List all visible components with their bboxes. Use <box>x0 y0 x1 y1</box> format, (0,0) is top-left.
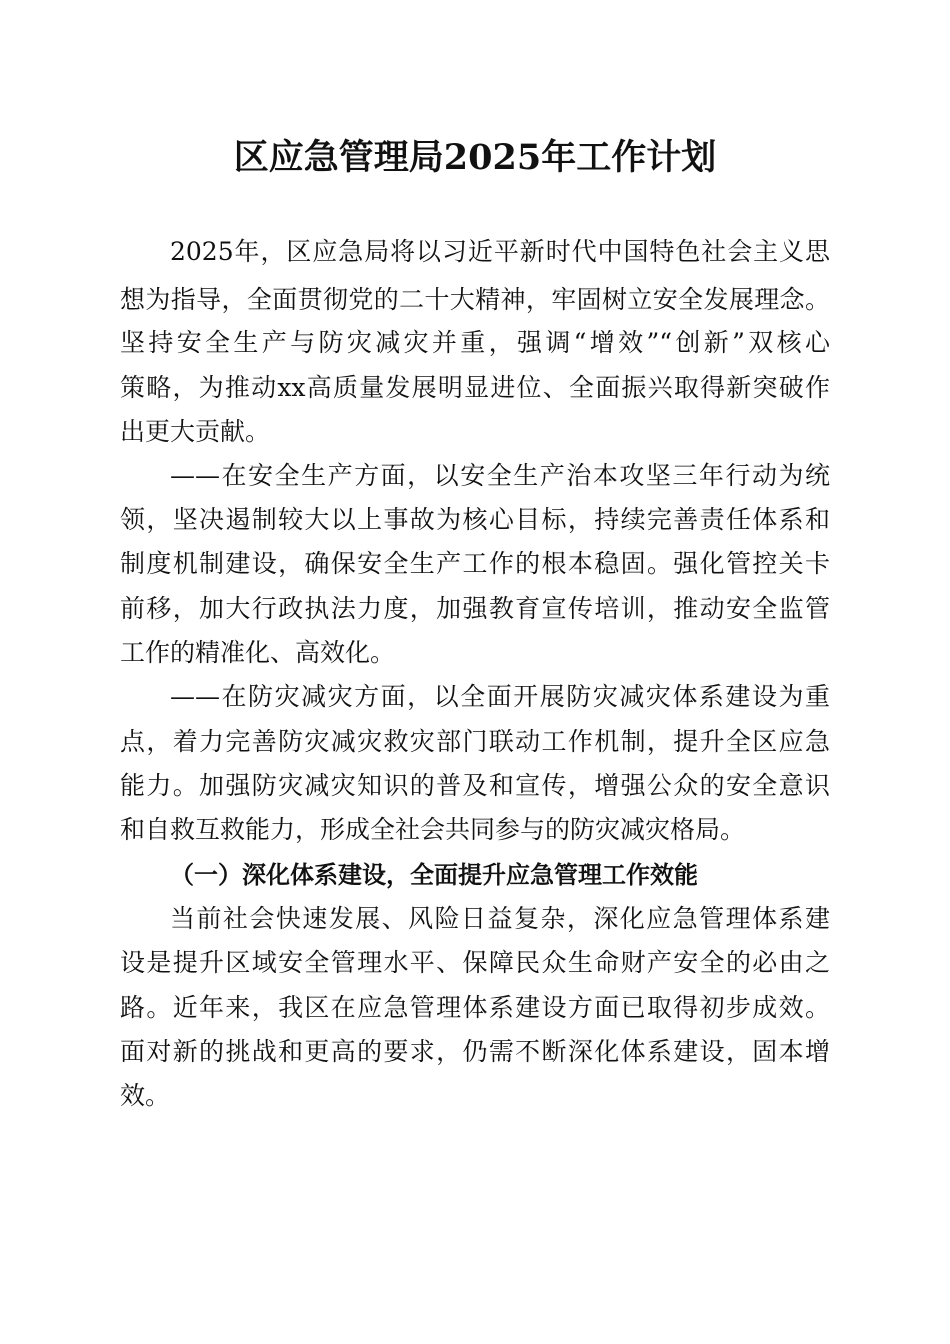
page-title: 区应急管理局2025年工作计划 <box>233 137 717 178</box>
paragraph-line: 效。 <box>120 1081 171 1110</box>
paragraph-line: 路。近年来，我区在应急管理体系建设方面已取得初步成效。 <box>120 993 830 1022</box>
paragraph-line: 出更大贡献。 <box>120 417 271 446</box>
paragraph-line: 工作的精准化、高效化。 <box>120 638 396 667</box>
paragraph-line: 点，着力完善防灾减灾救灾部门联动工作机制，提升全区应急 <box>120 727 830 756</box>
paragraph-line: 坚持安全生产与防灾减灾并重，强调“增效”“创新”双核心 <box>120 328 830 357</box>
paragraph-line: 策略，为推动xx高质量发展明显进位、全面振兴取得新突破作 <box>120 373 830 402</box>
paragraph-line: 前移，加大行政执法力度，加强教育宣传培训，推动安全监管 <box>120 594 830 623</box>
paragraph-line: 能力。加强防灾减灾知识的普及和宣传，增强公众的安全意识 <box>120 771 830 800</box>
section-heading: （一）深化体系建设，全面提升应急管理工作效能 <box>170 860 698 889</box>
paragraph-line: 制度机制建设，确保安全生产工作的根本稳固。强化管控关卡 <box>120 549 830 578</box>
paragraph-line: 设是提升区域安全管理水平、保障民众生命财产安全的必由之 <box>120 948 830 977</box>
paragraph-line: 当前社会快速发展、风险日益复杂，深化应急管理体系建 <box>170 904 830 933</box>
paragraph-line: 和自救互救能力，形成全社会共同参与的防灾减灾格局。 <box>120 815 746 844</box>
paragraph-line: 领，坚决遏制较大以上事故为核心目标，持续完善责任体系和 <box>120 505 830 534</box>
paragraph-line: 面对新的挑战和更高的要求，仍需不断深化体系建设，固本增 <box>120 1037 830 1066</box>
paragraph-line: 想为指导，全面贯彻党的二十大精神，牢固树立安全发展理念。 <box>120 285 830 314</box>
paragraph-line: ——在防灾减灾方面，以全面开展防灾减灾体系建设为重 <box>170 682 830 711</box>
paragraph-line: ——在安全生产方面，以安全生产治本攻坚三年行动为统 <box>170 461 830 490</box>
paragraph-line: 2025年，区应急局将以习近平新时代中国特色社会主义思 <box>170 237 830 266</box>
